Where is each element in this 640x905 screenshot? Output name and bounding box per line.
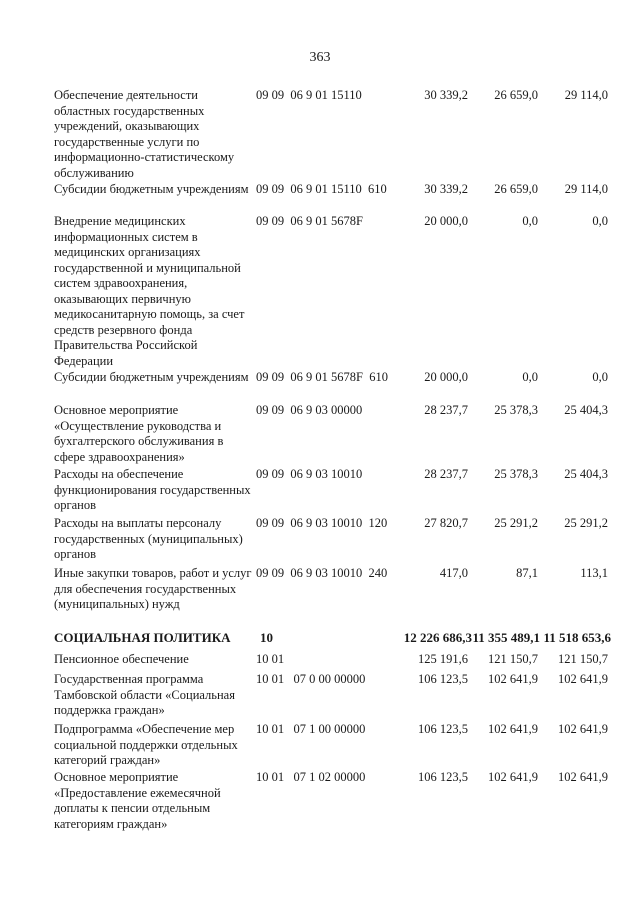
row-value-3: 121 150,7 — [558, 652, 608, 666]
row-value-1: 30 339,2 — [424, 182, 468, 196]
row-name: Государственная программа Тамбовской области «Социальная поддержка граждан» — [54, 672, 235, 717]
row-value-1: 28 237,7 — [424, 403, 468, 417]
row-code: 10 01 07 1 02 00000 — [256, 770, 366, 784]
row-code: 09 09 06 9 03 10010 240 — [256, 566, 388, 580]
row-name: Субсидии бюджетным учреждениям — [54, 182, 249, 196]
row-code: 10 01 07 0 00 00000 — [256, 672, 366, 686]
row-value-2: 26 659,0 — [494, 88, 538, 102]
row-value-2: 121 150,7 — [488, 652, 538, 666]
row-value-3: 102 641,9 — [558, 672, 608, 686]
row-name: Основное мероприятие «Предоставление ежемесячной доплаты к пенсии отдельным категориям граждан» — [54, 770, 221, 831]
row-value-1: 106 123,5 — [418, 770, 468, 784]
row-value-2: 25 378,3 — [494, 403, 538, 417]
row-value-1: 106 123,5 — [418, 722, 468, 736]
row-code: 10 01 07 1 00 00000 — [256, 722, 366, 736]
row-code: 09 09 06 9 03 10010 120 — [256, 516, 388, 530]
row-name: Иные закупки товаров, работ и услуг для обеспечения государственных (муниципальных) нужд — [54, 566, 252, 611]
row-value-3: 29 114,0 — [564, 182, 608, 196]
row-value-2: 102 641,9 — [488, 770, 538, 784]
row-code: 09 09 06 9 01 5678F — [256, 214, 363, 228]
row-code: 10 01 — [256, 652, 285, 666]
row-value-1: 20 000,0 — [424, 214, 468, 228]
row-value-3: 25 404,3 — [564, 403, 608, 417]
row-code: 09 09 06 9 01 5678F 610 — [256, 370, 388, 384]
row-value-1: 27 820,7 — [424, 516, 468, 530]
row-value-2: 26 659,0 — [494, 182, 538, 196]
row-code: 10 — [260, 630, 273, 645]
row-code: 09 09 06 9 01 15110 610 — [256, 182, 387, 196]
row-value-2: 0,0 — [522, 214, 538, 228]
row-name: Подпрограмма «Обеспечение мер социальной поддержки отдельных категорий граждан» — [54, 722, 238, 767]
row-value-3: 25 291,2 — [564, 516, 608, 530]
row-code: 09 09 06 9 03 10010 — [256, 467, 363, 481]
row-value-3: 113,1 — [580, 566, 608, 580]
row-value-2: 102 641,9 — [488, 672, 538, 686]
row-value-2: 25 378,3 — [494, 467, 538, 481]
row-name: Расходы на обеспечение функционирования государственных органов — [54, 467, 251, 512]
row-name: Субсидии бюджетным учреждениям — [54, 370, 249, 384]
row-value-2: 87,1 — [516, 566, 538, 580]
row-value-3: 25 404,3 — [564, 467, 608, 481]
row-value-3: 102 641,9 — [558, 770, 608, 784]
row-value-1: 417,0 — [439, 566, 468, 580]
page-number: 363 — [309, 50, 331, 65]
row-value-3: 11 518 653,6 — [543, 630, 611, 645]
row-value-2: 25 291,2 — [494, 516, 538, 530]
row-value-3: 0,0 — [592, 214, 608, 228]
row-value-1: 28 237,7 — [424, 467, 468, 481]
row-value-2: 11 355 489,1 — [472, 630, 540, 645]
row-value-3: 29 114,0 — [564, 88, 608, 102]
row-value-1: 20 000,0 — [424, 370, 468, 384]
row-value-3: 102 641,9 — [558, 722, 608, 736]
row-value-1: 30 339,2 — [424, 88, 468, 102]
row-value-3: 0,0 — [592, 370, 608, 384]
row-value-2: 0,0 — [522, 370, 538, 384]
row-name: Внедрение медицинских информационных систем в медицинских организациях государственной и муниципальной систем здравоохранения, оказывающих первичную медикосанитарную помощь, за счет средств резервного фонда Правительства Российской Федерации — [54, 214, 245, 368]
row-name: Пенсионное обеспечение — [54, 652, 189, 666]
row-code: 09 09 06 9 03 00000 — [256, 403, 363, 417]
row-name: Расходы на выплаты персоналу государственных (муниципальных) органов — [54, 516, 243, 561]
row-value-1: 125 191,6 — [418, 652, 468, 666]
row-name: Обеспечение деятельности областных государственных учреждений, оказывающих государственные услуги по информационно-статистическому обслуживанию — [54, 88, 235, 180]
row-value-1: 12 226 686,3 — [403, 630, 472, 645]
row-value-2: 102 641,9 — [488, 722, 538, 736]
section-title: СОЦИАЛЬНАЯ ПОЛИТИКА — [54, 630, 231, 645]
row-value-1: 106 123,5 — [418, 672, 468, 686]
row-code: 09 09 06 9 01 15110 — [256, 88, 362, 102]
row-name: Основное мероприятие «Осуществление руководства и бухгалтерского обслуживания в сфере здравоохранения» — [54, 403, 224, 464]
